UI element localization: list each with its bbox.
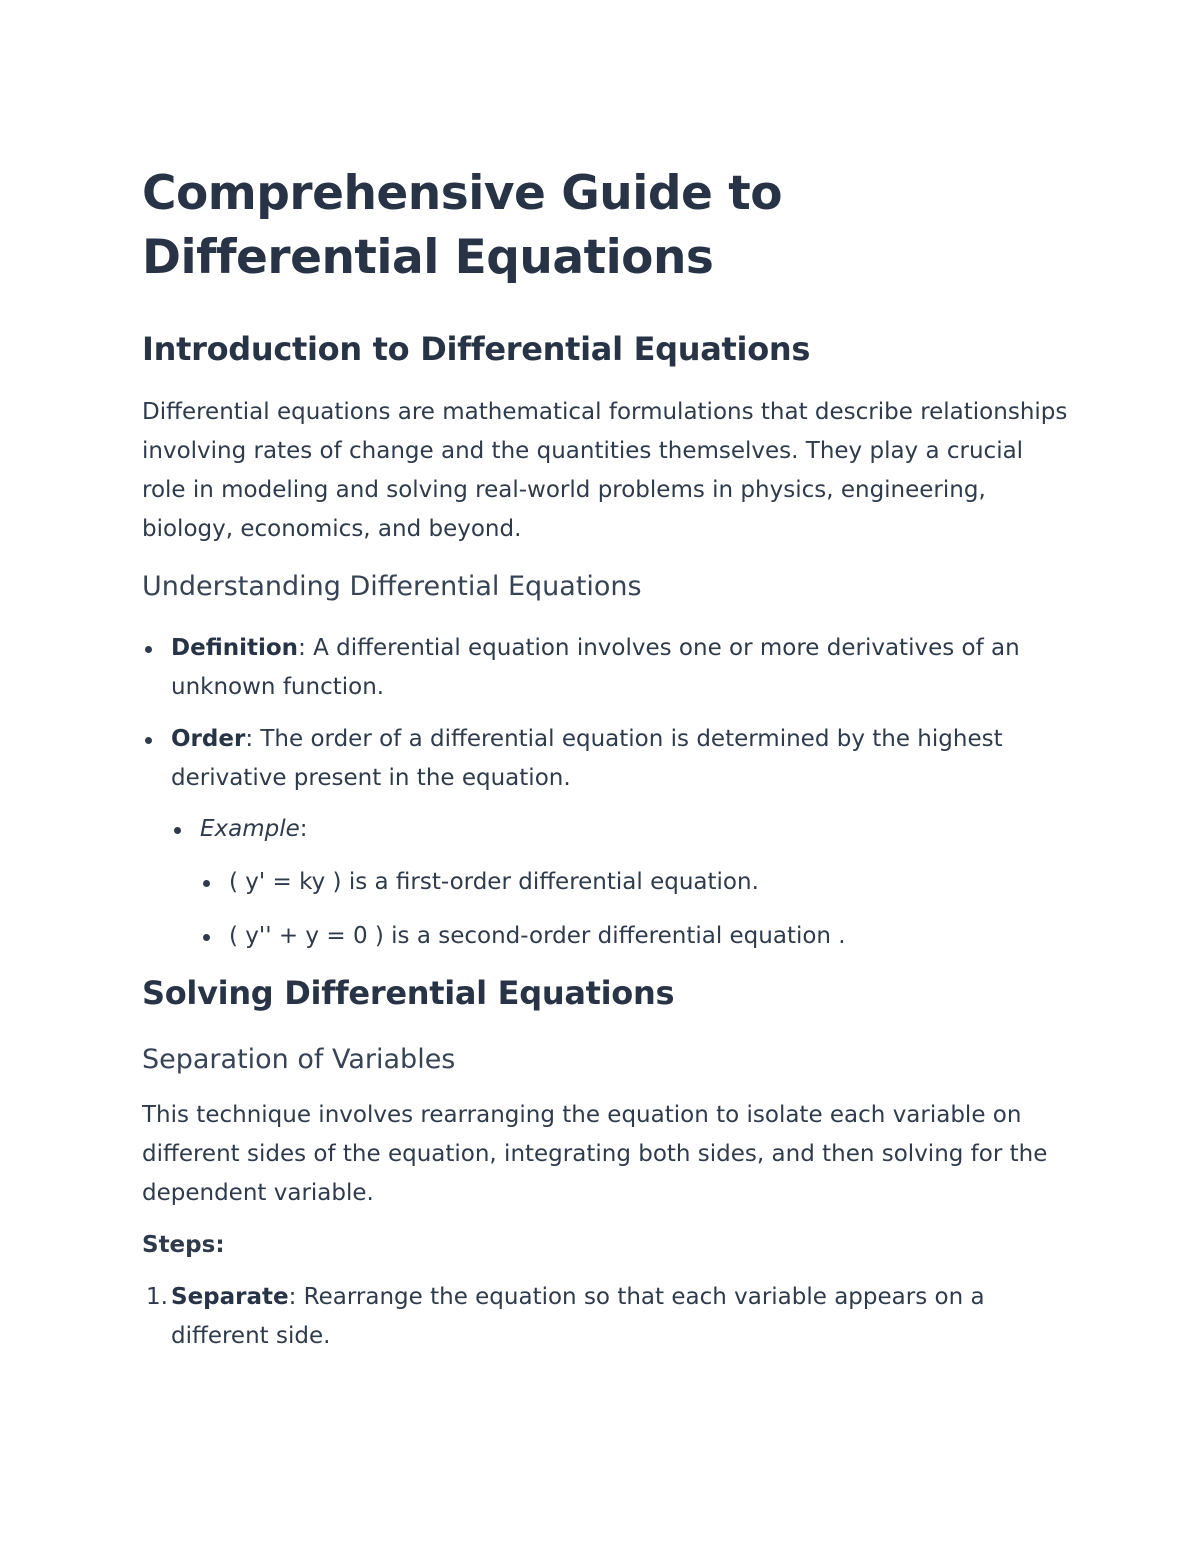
example-suffix: : <box>299 816 308 842</box>
example-sublist <box>200 863 1072 956</box>
intro-heading: Introduction to Differential Equations <box>142 330 811 368</box>
definition-text: : A differential equation involves one or more derivatives of an unknown function. <box>171 635 1020 700</box>
step-item <box>142 1278 1072 1356</box>
order-sublist <box>171 810 1072 956</box>
document-content <box>142 162 1072 1356</box>
list-item-definition <box>142 629 1072 707</box>
example-item-first-order: ( y' = ky ) is a first-order differential equation. <box>200 863 1072 902</box>
list-item-example <box>171 810 1072 956</box>
steps-list <box>142 1278 1072 1356</box>
order-text: : The order of a differential equation is determined by the highest derivative present in the equation. <box>171 726 1003 791</box>
step-number: 1. <box>146 1284 168 1310</box>
step-label: Separate <box>171 1284 289 1310</box>
example-item-second-order: ( y'' + y = 0 ) is a second-order differential equation . <box>200 917 1072 956</box>
steps-label: Steps: <box>142 1232 225 1258</box>
separation-paragraph: This technique involves rearranging the equation to isolate each variable on different sides of the equation, integrating both sides, and then solving for the dependent variable. <box>142 1102 1048 1206</box>
step-text: : Rearrange the equation so that each variable appears on a different side. <box>171 1284 985 1349</box>
solving-heading: Solving Differential Equations <box>142 974 675 1012</box>
list-item-order <box>142 720 1072 956</box>
example-label: Example <box>200 816 300 842</box>
intro-paragraph: Differential equations are mathematical formulations that describe relationships involving rates of change and the quantities themselves. They play a crucial role in modeling and solving real-world problems in physics, engineering, biology, economics, and beyond. <box>142 399 1068 542</box>
definition-label: Definition <box>171 635 299 661</box>
order-label: Order <box>171 726 246 752</box>
document-title: Comprehensive Guide to Differential Equations <box>142 166 783 285</box>
understanding-list <box>142 629 1072 956</box>
separation-heading: Separation of Variables <box>142 1044 456 1075</box>
understanding-heading: Understanding Differential Equations <box>142 571 642 602</box>
